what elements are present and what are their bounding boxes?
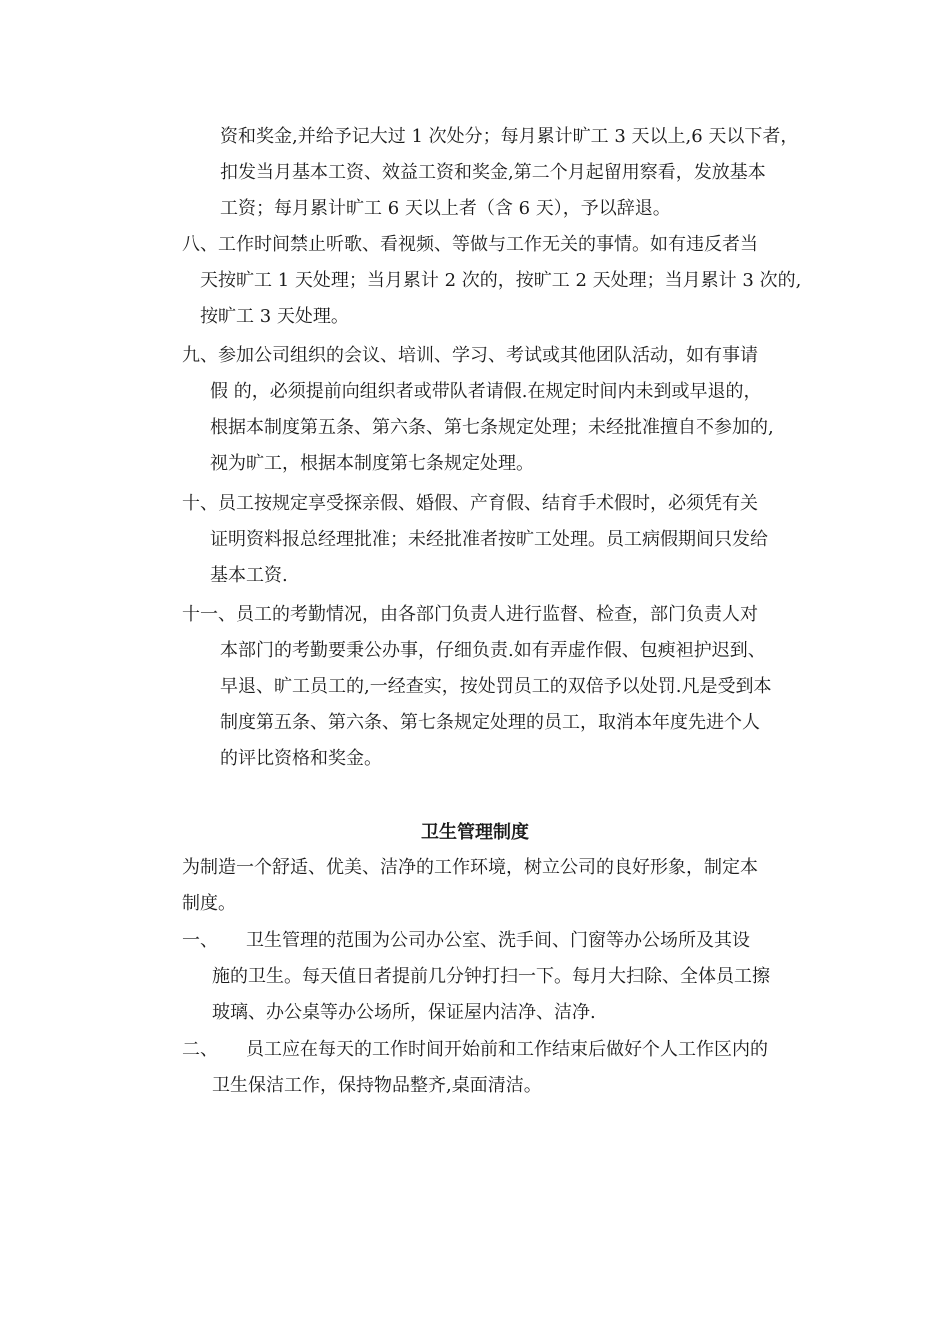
- item11-line-2: 本部门的考勤要秉公办事，仔细负责.如有弄虚作假、包瘐袒护迟到、: [220, 640, 766, 661]
- hygiene-item1-line-2: 施的卫生。每天值日者提前几分钟打扫一下。每月大扫除、全体员工擦: [212, 966, 770, 987]
- item9-line-2: 假 的，必须提前向组织者或带队者请假.在规定时间内未到或早退的，: [210, 381, 762, 402]
- hygiene-item2-line-1: 员工应在每天的工作时间开始前和工作结束后做好个人工作区内的: [246, 1039, 768, 1060]
- item9-line-1: 九、参加公司组织的会议、培训、学习、考试或其他团队活动，如有事请: [182, 345, 758, 366]
- item7-line-1: 资和奖金,并给予记大过 1 次处分；每月累计旷工 3 天以上,6 天以下者，: [220, 126, 799, 147]
- item10-line-1: 十、员工按规定享受探亲假、婚假、产育假、结育手术假时，必须凭有关: [182, 493, 758, 514]
- item9-line-3: 根据本制度第五条、第六条、第七条规定处理；未经批准擅自不参加的,: [210, 417, 774, 438]
- item10-line-2: 证明资料报总经理批准；未经批准者按旷工处理。员工病假期间只发给: [210, 529, 768, 550]
- item8-line-3: 按旷工 3 天处理。: [200, 306, 349, 327]
- item11-line-4: 制度第五条、第六条、第七条规定处理的员工，取消本年度先进个人: [220, 712, 760, 733]
- item11-line-5: 的评比资格和奖金。: [220, 748, 382, 769]
- section-title: 卫生管理制度: [421, 822, 529, 843]
- item10-line-3: 基本工资.: [210, 565, 288, 586]
- intro-line-2: 制度。: [182, 893, 236, 914]
- item9-line-4: 视为旷工，根据本制度第七条规定处理。: [210, 453, 534, 474]
- hygiene-item1-line-3: 玻璃、办公桌等办公场所，保证屋内洁净、洁净.: [212, 1002, 596, 1023]
- item8-line-2: 天按旷工 1 天处理；当月累计 2 次的，按旷工 2 天处理；当月累计 3 次的,: [200, 270, 802, 291]
- item7-line-2: 扣发当月基本工资、效益工资和奖金,第二个月起留用察看，发放基本: [220, 162, 766, 183]
- item8-line-1: 八、工作时间禁止听歌、看视频、等做与工作无关的事情。如有违反者当: [182, 234, 758, 255]
- hygiene-item1-number: 一、: [182, 930, 218, 951]
- item11-line-3: 早退、旷工员工的,一经查实，按处罚员工的双倍予以处罚.凡是受到本: [220, 676, 772, 697]
- item7-line-3: 工资；每月累计旷工 6 天以上者（含 6 天），予以辞退。: [220, 198, 671, 219]
- hygiene-item2-number: 二、: [182, 1039, 218, 1060]
- hygiene-item2-line-2: 卫生保洁工作，保持物品整齐,桌面清洁。: [212, 1075, 542, 1096]
- item11-line-1: 十一、员工的考勤情况，由各部门负责人进行监督、检查，部门负责人对: [182, 604, 758, 625]
- hygiene-item1-line-1: 卫生管理的范围为公司办公室、洗手间、门窗等办公场所及其设: [246, 930, 750, 951]
- intro-line-1: 为制造一个舒适、优美、洁净的工作环境，树立公司的良好形象，制定本: [182, 857, 758, 878]
